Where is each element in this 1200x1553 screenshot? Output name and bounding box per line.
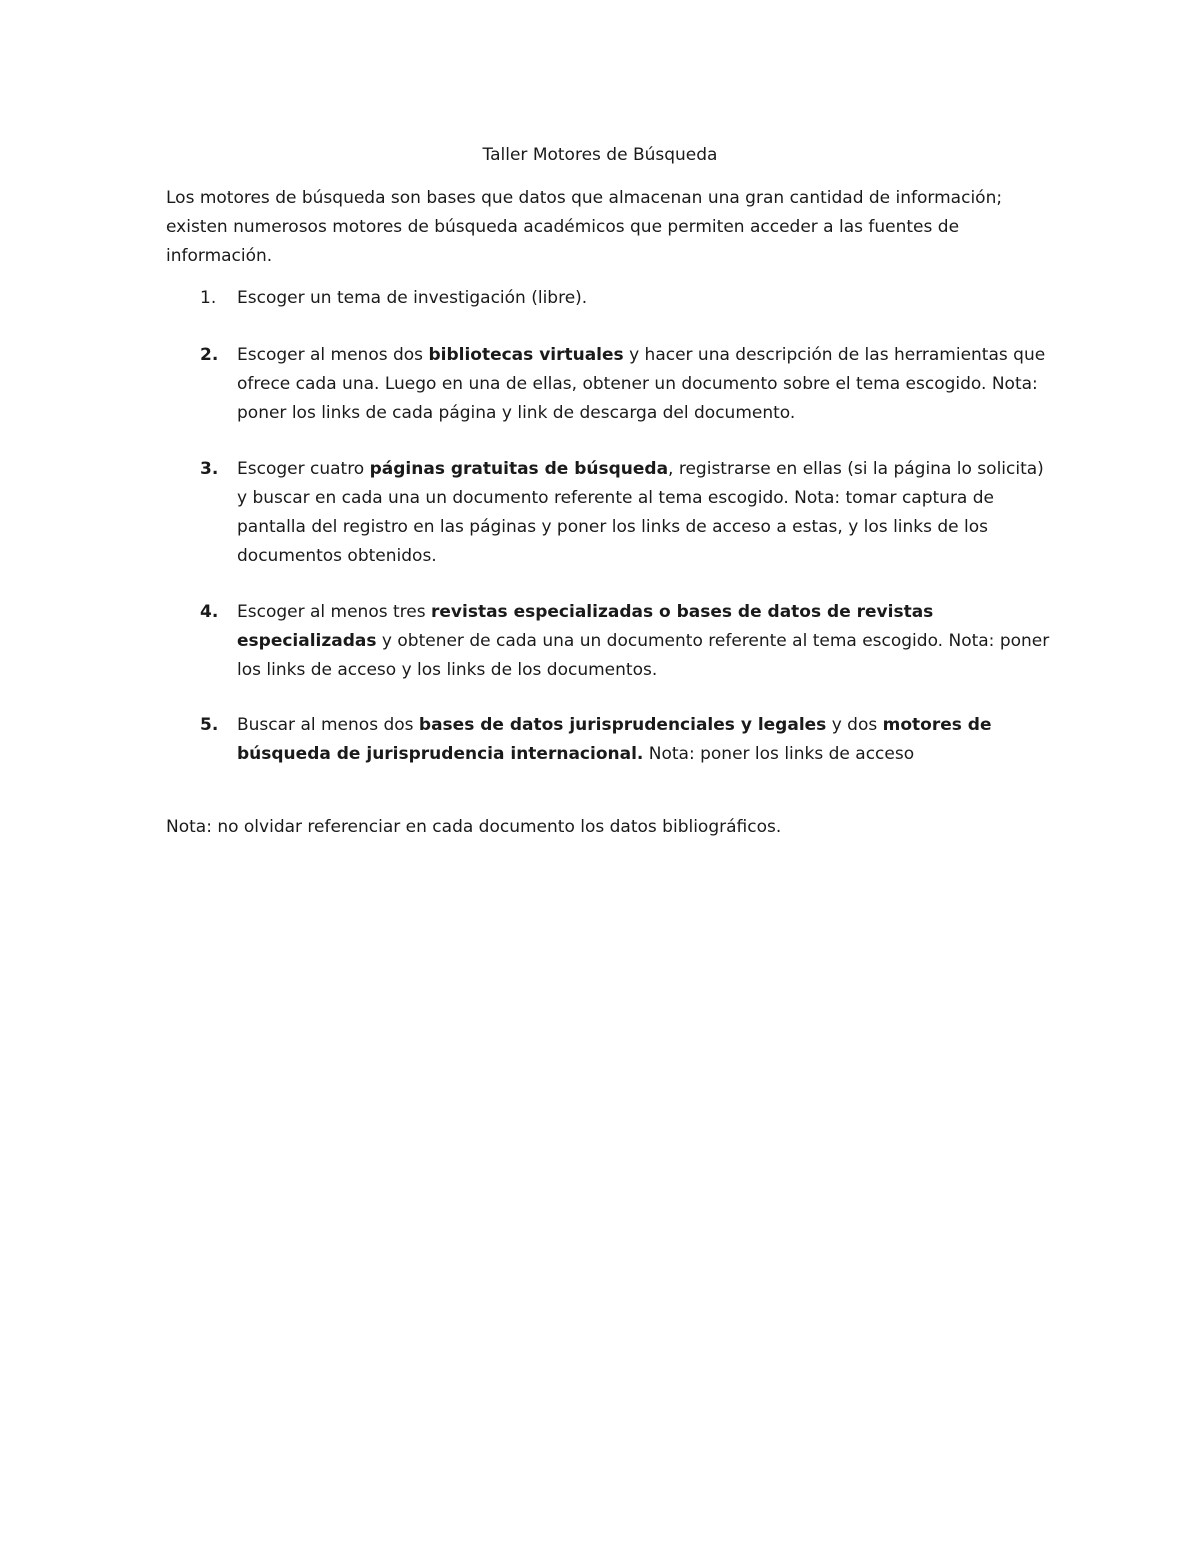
- text-segment: Escoger al menos tres: [237, 602, 431, 622]
- text-segment: Escoger cuatro: [237, 459, 370, 479]
- text-segment: Buscar al menos dos: [237, 715, 419, 735]
- intro-paragraph: Los motores de búsqueda son bases que datos que almacenan una gran cantidad de información; existen numerosos motores de búsqueda académicos que permiten acceder a las fuentes de información.: [166, 188, 1003, 266]
- list-item-text: [237, 598, 1057, 685]
- text-segment: Nota: poner los links de acceso: [643, 744, 915, 764]
- list-item-number: 1.: [200, 288, 217, 308]
- text-segment: Escoger un tema de investigación (libre).: [237, 288, 588, 308]
- text-segment: y hacer una descripción de las herramientas que ofrece cada una. Luego en una de ellas, obtener un documento sobre el tema escogido. Nota: poner los links de cada página y link de descarga del documento.: [237, 345, 1046, 423]
- list-item-text: [237, 284, 1057, 313]
- list-item-text: [237, 455, 1057, 571]
- list-item-text: [237, 711, 1057, 769]
- text-segment: , registrarse en ellas (si la página lo solicita) y buscar en cada una un documento referente al tema escogido. Nota: tomar captura de pantalla del registro en las páginas y poner los links de acceso a estas, y los links de los documentos obtenidos.: [237, 459, 1044, 566]
- text-segment: Escoger al menos dos: [237, 345, 429, 365]
- bold-text-segment: páginas gratuitas de búsqueda: [369, 459, 669, 479]
- bold-text-segment: motores de búsqueda de jurisprudencia internacional.: [237, 715, 992, 764]
- closing-note: Nota: no olvidar referenciar en cada documento los datos bibliográficos.: [166, 817, 782, 837]
- text-segment: y dos: [826, 715, 883, 735]
- list-item-number: 5.: [200, 715, 219, 735]
- list-item-number: 2.: [200, 345, 219, 365]
- text-segment: y obtener de cada una un documento referente al tema escogido. Nota: poner los links de acceso y los links de los documentos.: [237, 631, 1050, 680]
- list-item-text: [237, 341, 1057, 428]
- bold-text-segment: bibliotecas virtuales: [428, 345, 624, 365]
- document-title: Taller Motores de Búsqueda: [482, 145, 718, 165]
- list-item-number: 4.: [200, 602, 219, 622]
- list-item-number: 3.: [200, 459, 219, 479]
- bold-text-segment: revistas especializadas o bases de datos de revistas especializadas: [237, 602, 934, 651]
- bold-text-segment: bases de datos jurisprudenciales y legales: [418, 715, 827, 735]
